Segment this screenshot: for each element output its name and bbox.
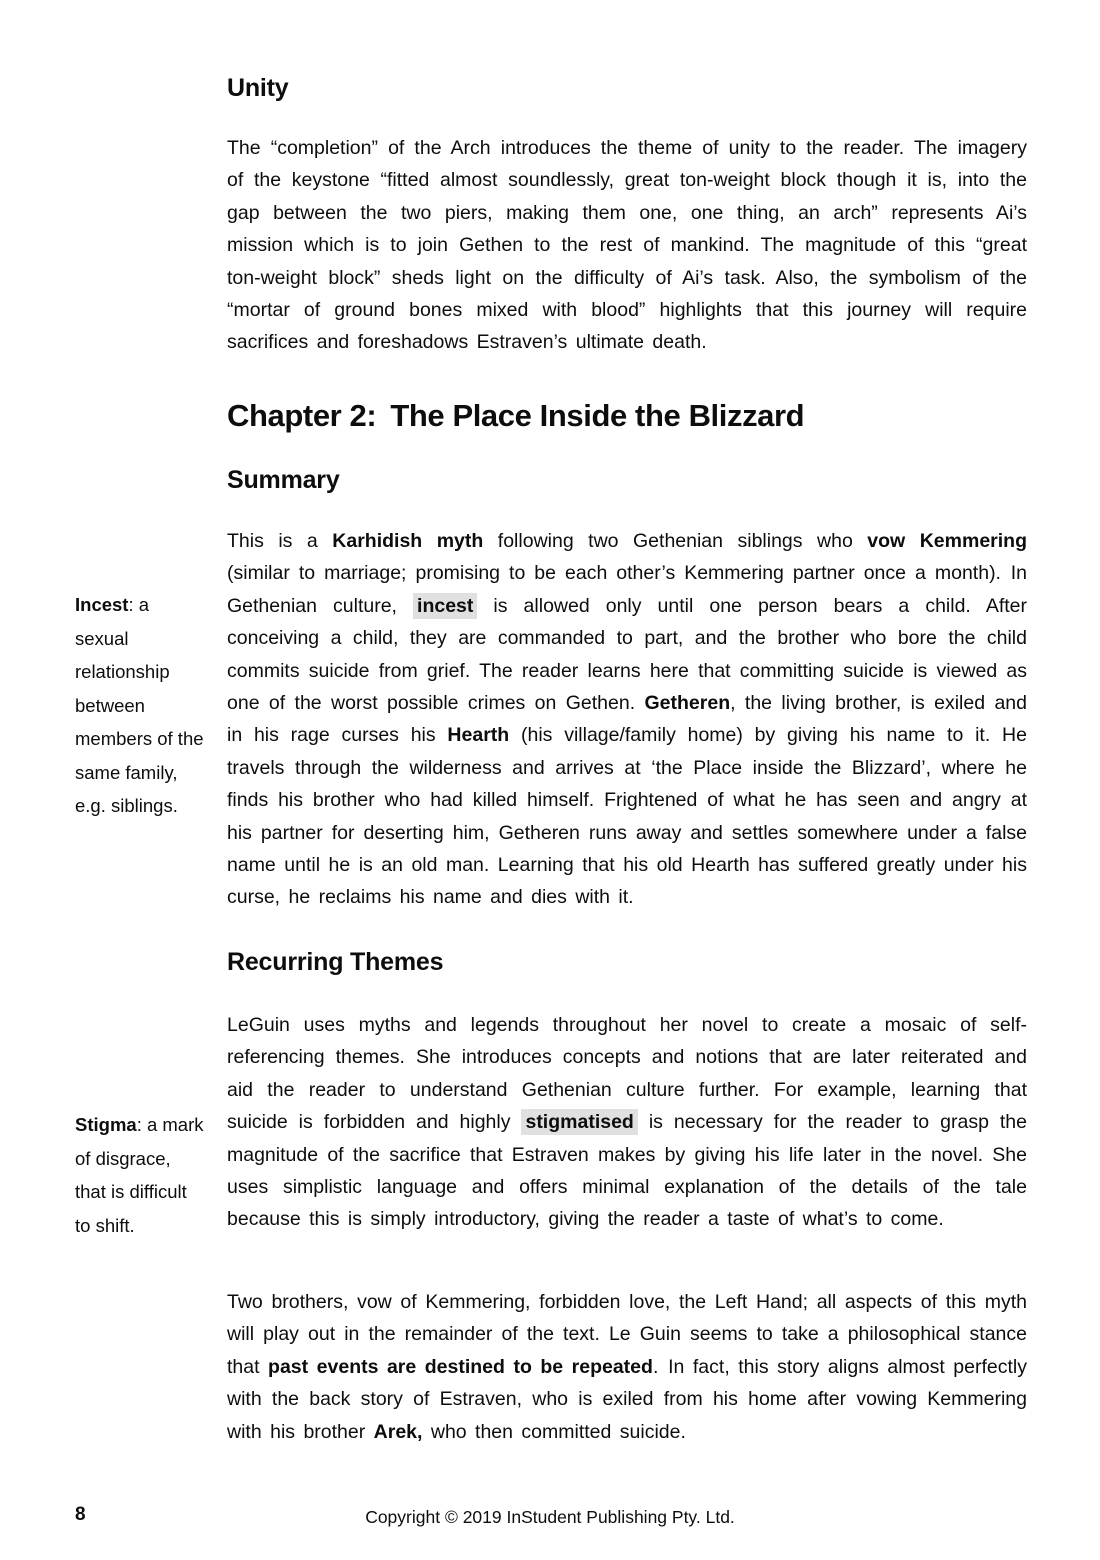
chapter-heading [227,398,1027,434]
summary-paragraph [227,525,1027,914]
copyright-notice: Copyright © 2019 InStudent Publishing Pty. Ltd. [365,1507,735,1527]
page-number: 8 [75,1504,86,1525]
recurring-themes-heading: Recurring Themes [227,948,444,976]
highlighted-term: incest [413,593,477,619]
text-run: who then committed suicide. [422,1420,686,1443]
summary-heading: Summary [227,466,340,494]
chapter-number: Chapter 2: [227,398,377,433]
text-run: Two brothers, vow of Kemmering, forbidden love, the Left Hand; all aspects of this myth will play out in the remainder of the text. Le Guin seems to take a philosophical stance that [227,1291,1027,1378]
text-run: . In fact, this story aligns almost perfectly with the back story of Estraven, who is exiled from his home after vowing Kemmering with his brother [227,1355,1027,1443]
text-run: : a mark of disgrace, that is difficult to shift. [75,1114,204,1236]
text-run: The “completion” of the Arch introduces the theme of unity to the reader. The imagery of the keystone “fitted almost soundlessly, great ton-weight block though it is, into the gap between the two piers, making them one, one thing, an arch” represents Ai’s mission which is to join Gethen to the rest of mankind. The magnitude of this “great ton-weight block” sheds light on the difficulty of Ai’s task. Also, the symbolism of the “mortar of ground bones mixed with blood” highlights that this journey will require sacrifices and foreshadows Estraven’s ultimate death. [227,137,1027,354]
bold-term: Karhidish myth [332,530,484,552]
text-run: LeGuin uses myths and legends throughout her novel to create a mosaic of self-referencing themes. She introduces concepts and notions that are later reiterated and aid the reader to understand Gethenian culture further. For example, learning that suicide is forbidden and highly [227,1014,1027,1134]
bold-term: vow Kemmering [867,530,1027,552]
recurring-themes-paragraph [227,1009,1027,1236]
chapter-title: The Place Inside the Blizzard [390,398,805,433]
closing-paragraph [227,1286,1027,1448]
text-run: : a sexual relationship between members of the same family, e.g. siblings. [75,594,204,816]
bold-term: past events are destined to be repeated [268,1355,653,1378]
text-run: following two Gethenian siblings who [483,530,868,552]
margin-note-stigma [75,1108,205,1242]
text-run: (similar to marriage; promising to be each other’s Kemmering partner once a month). In Gethenian culture, [227,562,1027,617]
bold-term: Stigma [75,1114,137,1135]
text-run: (his village/family home) by giving his name to it. He travels through the wilderness and arrives at ‘the Place inside the Blizzard’, where he finds his brother who had killed himself. Frightened of what he has seen and angry at his partner for deserting him, Getheren runs away and settles somewhere under a false name until he is an old man. Learning that his old Hearth has suffered greatly under his curse, he reclaims his name and dies with it. [227,724,1027,909]
bold-term: Hearth [447,724,510,747]
unity-paragraph [227,132,1027,359]
text-run: is allowed only until one person bears a child. After conceiving a child, they are commanded to part, and the brother who bore the child commits suicide from grief. The reader learns here that committing suicide is viewed as one of the worst possible crimes on Gethen. [227,594,1027,715]
highlighted-term: stigmatised [521,1109,637,1135]
bold-term: Getheren [644,692,731,715]
margin-note-incest [75,588,205,823]
unity-heading: Unity [227,74,289,102]
bold-term: Incest [75,594,129,615]
text-run: is necessary for the reader to grasp the magnitude of the sacrifice that Estraven makes by giving his life later in the novel. She uses simplistic language and offers minimal explanation of the details of the tale because this is simply introductory, giving the reader a taste of what’s to come. [227,1111,1027,1231]
text-run: , the living brother, is exiled and in his rage curses his [227,692,1027,747]
bold-term: Arek, [373,1420,423,1443]
text-run: This is a [227,530,333,552]
